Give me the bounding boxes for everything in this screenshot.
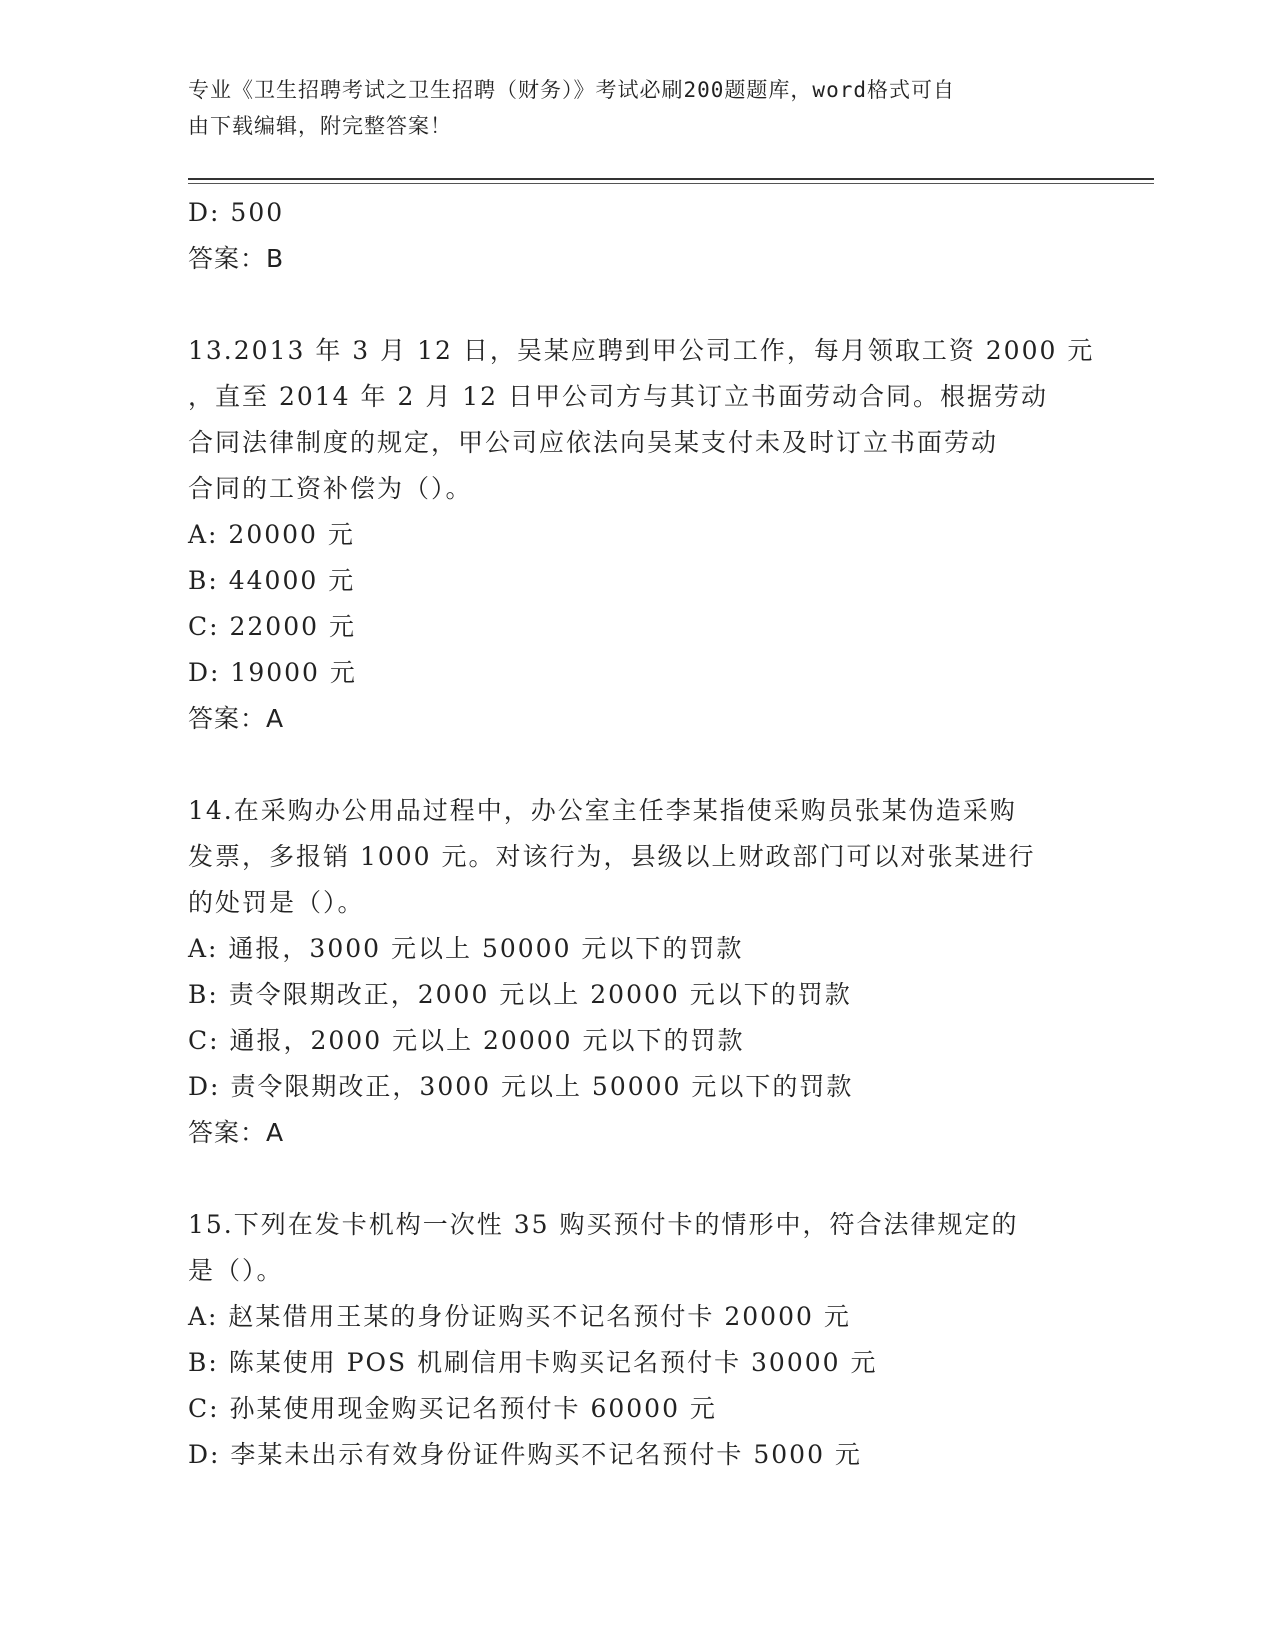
option-c: C: 通报，2000 元以上 20000 元以下的罚款 — [188, 1026, 745, 1055]
option-a: A: 赵某借用王某的身份证购买不记名预付卡 20000 元 — [188, 1302, 851, 1331]
question-text-line: 14.在采购办公用品过程中，办公室主任李某指使采购员张某伪造采购 — [188, 796, 1017, 825]
option-a: A: 通报，3000 元以上 50000 元以下的罚款 — [188, 934, 744, 963]
option-d: D: 500 — [188, 198, 285, 227]
answer: 答案：A — [188, 704, 285, 733]
question-text-line: 合同的工资补偿为（）。 — [188, 474, 473, 503]
spacer — [188, 282, 1088, 328]
question-15 — [188, 1202, 1088, 1478]
option-c: C: 孙某使用现金购买记名预付卡 60000 元 — [188, 1394, 717, 1423]
question-text-line: 发票，多报销 1000 元。对该行为，县级以上财政部门可以对张某进行 — [188, 842, 1036, 871]
option-b: B: 陈某使用 POS 机刷信用卡购买记名预付卡 30000 元 — [188, 1348, 878, 1377]
answer: 答案：A — [188, 1118, 285, 1147]
header-divider-thin — [188, 183, 1154, 184]
question-text-line: 的处罚是（）。 — [188, 888, 365, 917]
header-divider-thick — [188, 178, 1154, 180]
header-line-2: 由下载编辑，附完整答案！ — [188, 114, 452, 138]
option-a: A: 20000 元 — [188, 520, 355, 549]
document-header — [188, 72, 1078, 144]
answer: 答案：B — [188, 244, 285, 273]
option-d: D: 李某未出示有效身份证件购买不记名预付卡 5000 元 — [188, 1440, 862, 1469]
option-b: B: 44000 元 — [188, 566, 356, 595]
question-14 — [188, 788, 1088, 1156]
spacer — [188, 742, 1088, 788]
question-text-line: 合同法律制度的规定，甲公司应依法向吴某支付未及时订立书面劳动 — [188, 428, 999, 457]
previous-question-tail — [188, 190, 1088, 282]
question-13 — [188, 328, 1095, 742]
question-content — [188, 190, 1095, 1478]
option-d: D: 19000 元 — [188, 658, 357, 687]
option-b: B: 责令限期改正，2000 元以上 20000 元以下的罚款 — [188, 980, 852, 1009]
question-text-line: 15.下列在发卡机构一次性 35 购买预付卡的情形中，符合法律规定的 — [188, 1210, 1019, 1239]
question-text-line: ，直至 2014 年 2 月 12 日甲公司方与其订立书面劳动合同。根据劳动 — [188, 382, 1049, 411]
question-text-line: 13.2013 年 3 月 12 日，吴某应聘到甲公司工作，每月领取工资 2000 元 — [188, 336, 1095, 365]
option-c: C: 22000 元 — [188, 612, 356, 641]
spacer — [188, 1156, 1088, 1202]
question-text-line: 是（）。 — [188, 1256, 284, 1285]
header-line-1: 专业《卫生招聘考试之卫生招聘（财务）》考试必刷200题题库，word格式可自 — [188, 78, 955, 102]
option-d: D: 责令限期改正，3000 元以上 50000 元以下的罚款 — [188, 1072, 854, 1101]
